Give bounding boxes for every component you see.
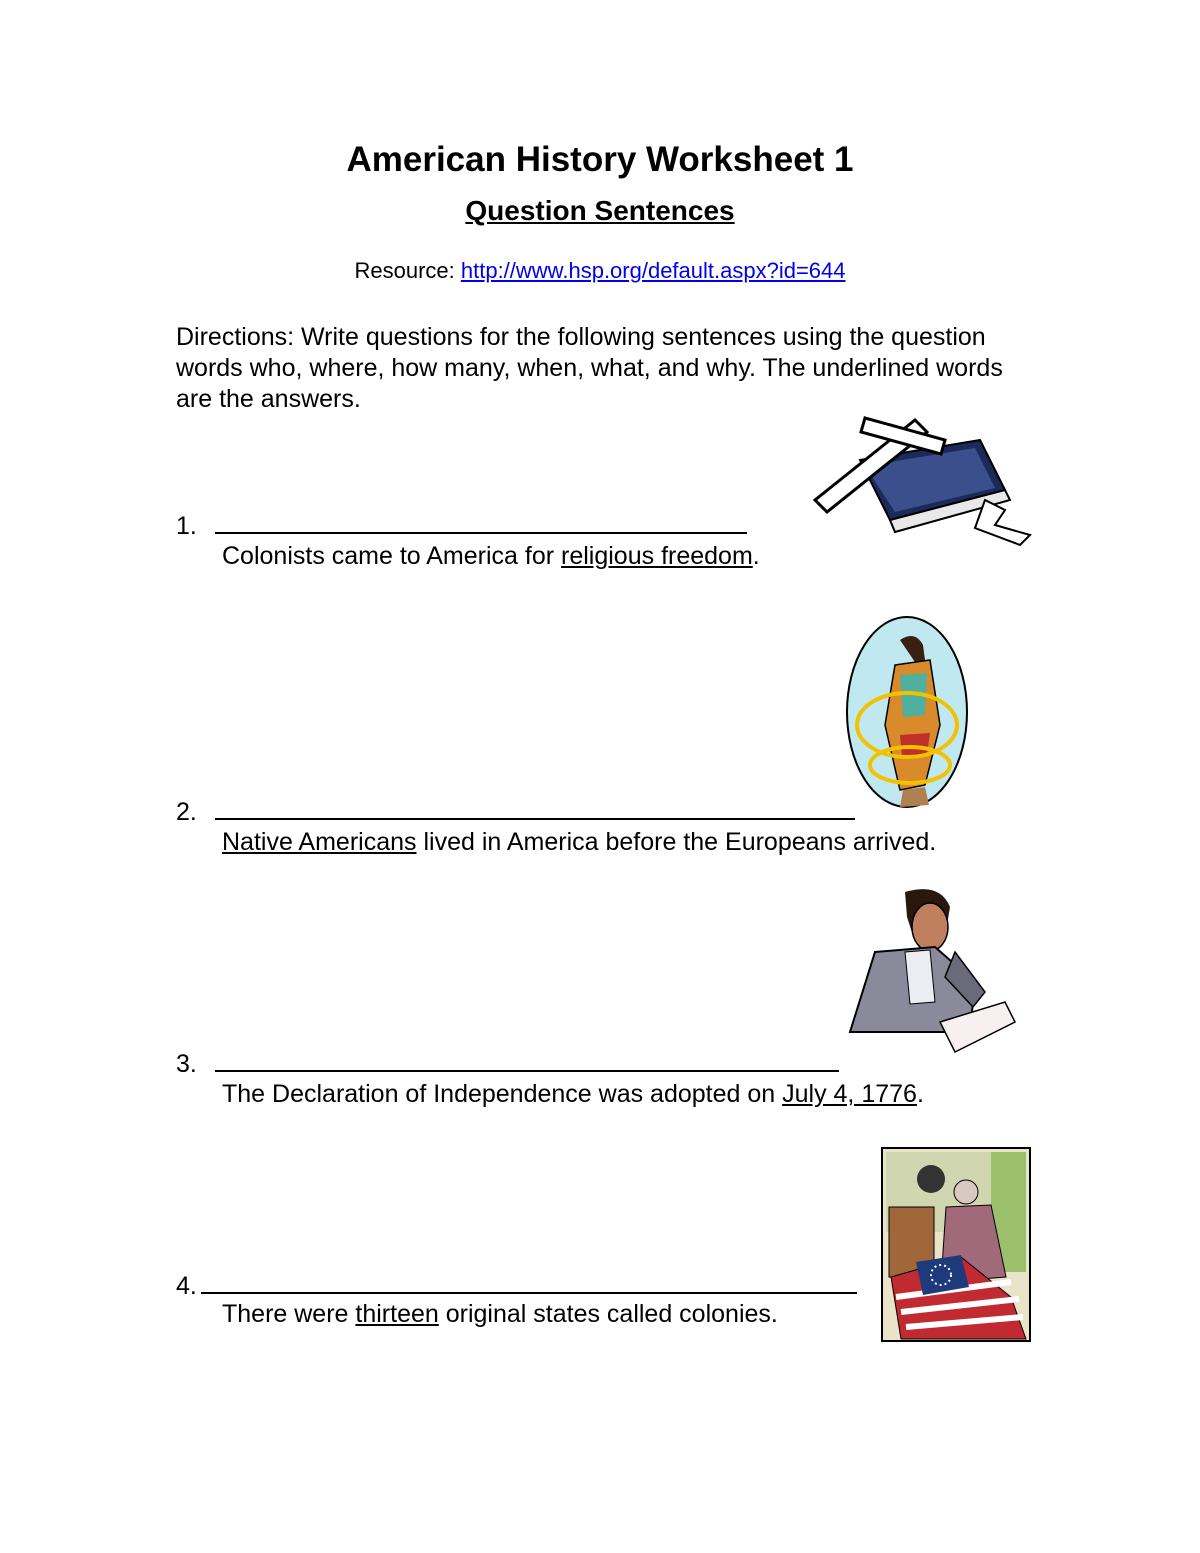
question-4 bbox=[176, 1270, 857, 1301]
cross-and-bible-icon bbox=[805, 400, 1040, 550]
question-1-sentence: Colonists came to America for religious freedom. bbox=[222, 542, 760, 570]
question-4-sentence: There were thirteen original states called colonies. bbox=[222, 1300, 778, 1328]
underlined-answer: religious freedom bbox=[561, 542, 753, 570]
betsy-ross-flag-icon bbox=[881, 1147, 1031, 1342]
page-subtitle: Question Sentences bbox=[465, 195, 735, 226]
page-title: American History Worksheet 1 bbox=[346, 140, 854, 179]
question-2-sentence: Native Americans lived in America before the Europeans arrived. bbox=[222, 828, 937, 856]
answer-blank-4[interactable] bbox=[201, 1270, 857, 1294]
founding-father-writing-icon bbox=[845, 882, 1020, 1057]
question-number: 1. bbox=[176, 512, 197, 540]
underlined-answer: July 4, 1776 bbox=[782, 1080, 917, 1108]
question-number: 2. bbox=[176, 798, 197, 826]
question-number: 3. bbox=[176, 1050, 197, 1078]
question-1 bbox=[176, 510, 747, 541]
underlined-answer: Native Americans bbox=[222, 828, 417, 856]
answer-blank-2[interactable] bbox=[215, 796, 855, 820]
resource-link[interactable]: http://www.hsp.org/default.aspx?id=644 bbox=[460, 258, 846, 283]
question-2 bbox=[176, 796, 855, 827]
resource-label: Resource: bbox=[354, 258, 455, 283]
underlined-answer: thirteen bbox=[355, 1300, 439, 1328]
directions-text: Directions: Write questions for the following sentences using the question words who, where, how many, when, what, and why. The underlined words are the answers. bbox=[176, 323, 1003, 413]
resource-line bbox=[0, 258, 1200, 284]
answer-blank-3[interactable] bbox=[215, 1048, 839, 1072]
answer-blank-1[interactable] bbox=[215, 510, 747, 534]
question-3-sentence: The Declaration of Independence was adopted on July 4, 1776. bbox=[222, 1080, 924, 1108]
question-3 bbox=[176, 1048, 839, 1079]
native-american-dancer-icon bbox=[845, 615, 970, 810]
question-number: 4. bbox=[176, 1272, 197, 1300]
